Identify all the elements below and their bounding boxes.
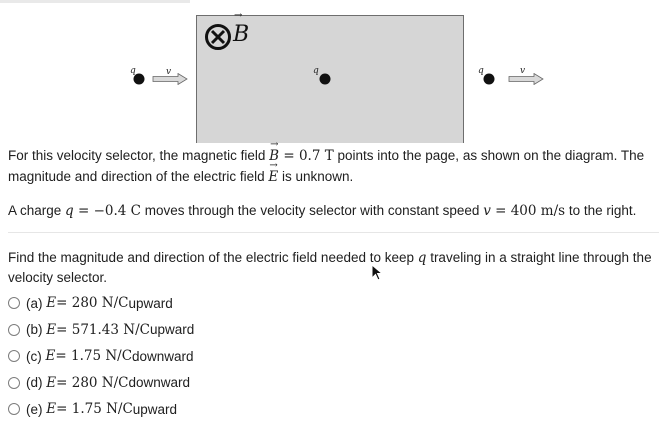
velocity-label-left: v — [166, 67, 172, 77]
charge-label-left: q — [130, 66, 136, 76]
radio-button[interactable] — [8, 403, 20, 415]
charge-left — [133, 73, 145, 85]
field-symbol-label: → B — [233, 22, 249, 47]
radio-button[interactable] — [8, 350, 20, 362]
option-e[interactable]: (e) E = 1.75 N/C upward — [8, 396, 194, 423]
option-b[interactable]: (b) E = 571.43 N/C upward — [8, 317, 194, 344]
velocity-arrow-right-icon — [508, 73, 544, 85]
section-divider — [8, 232, 659, 233]
option-a[interactable]: (a) E = 280 N/C upward — [8, 290, 194, 317]
charge-label-right: q — [478, 66, 484, 76]
radio-button[interactable] — [8, 297, 20, 309]
charge-right — [483, 73, 495, 85]
problem-line-3: A charge q = −0.4 C moves through the velocity selector with constant speed v = 400 m/s to the right. — [8, 203, 637, 219]
problem-line-1: For this velocity selector, the magnetic field → B = 0.7 T points into the page, as shown on the diagram. The — [8, 145, 644, 167]
charge-label-center: q — [313, 66, 319, 76]
option-c[interactable]: (c) E = 1.75 N/C downward — [8, 343, 194, 370]
option-d[interactable]: (d) E = 280 N/C downward — [8, 370, 194, 397]
question-line-1: Find the magnitude and direction of the electric field needed to keep q traveling in a straight line through the — [8, 250, 652, 266]
problem-line-2: magnitude and direction of the electric field → E is unknown. — [8, 166, 353, 188]
charge-center — [319, 73, 331, 85]
radio-button[interactable] — [8, 377, 20, 389]
radio-button[interactable] — [8, 324, 20, 336]
answer-options — [8, 290, 194, 423]
velocity-arrow-left-icon — [152, 73, 188, 85]
mouse-cursor-icon — [371, 264, 383, 282]
velocity-selector-diagram — [0, 0, 671, 142]
velocity-label-right: v — [520, 66, 526, 76]
question-line-2: velocity selector. — [8, 270, 108, 285]
into-page-symbol-icon — [204, 23, 232, 51]
